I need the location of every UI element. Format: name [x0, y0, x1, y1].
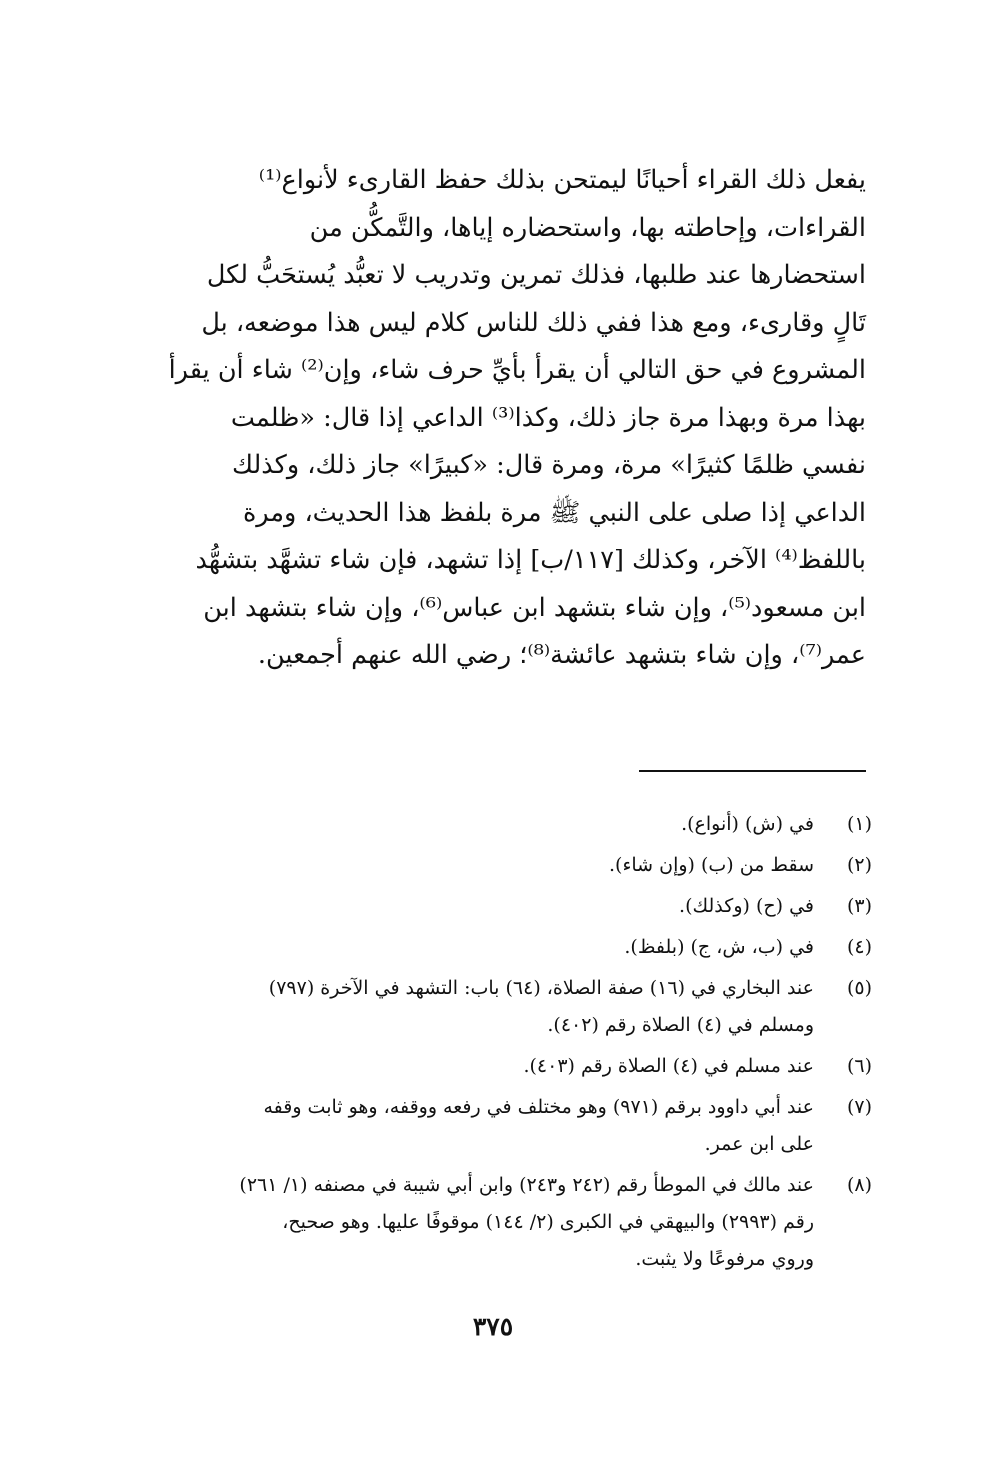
footnote-line: سقط من (ب) (وإن شاء). [609, 854, 814, 876]
footnote-item [118, 1048, 872, 1085]
main-text-line: يفعل ذلك القراء أحيانًا ليمتحن بذلك حفظ القارىء لأنواع⁽¹⁾ [258, 165, 866, 195]
main-text-line: الداعي إذا صلى على النبي ﷺ مرة بلفظ هذا الحديث، ومرة [242, 497, 866, 528]
main-text-line: القراءات، وإحاطته بها، واستحضاره إياها، والتَّمكُّن من [309, 212, 866, 243]
footnote-number: (٢) [846, 854, 872, 876]
footnote-text [118, 929, 814, 966]
footnote-number: (٤) [846, 936, 872, 958]
footnote-separator-rule [639, 770, 866, 772]
footnote-item [118, 888, 872, 925]
footnote-number: (٨) [846, 1174, 872, 1196]
footnote-number: (١) [846, 813, 872, 835]
footnote-text [118, 806, 814, 843]
footnote-item [118, 1089, 872, 1163]
footnote-text [118, 1167, 814, 1278]
footnote-line: ومسلم في (٤) الصلاة رقم (٤٠٢). [547, 1014, 814, 1036]
main-text-line: عمر⁽⁷⁾، وإن شاء بتشهد عائشة⁽⁸⁾؛ رضي الله عنهم أجمعين. [257, 640, 866, 670]
footnote-text [118, 888, 814, 925]
footnote-number: (٥) [846, 977, 872, 999]
footnote-text [118, 970, 814, 1044]
footnote-line: عند مسلم في (٤) الصلاة رقم (٤٠٣). [523, 1055, 814, 1077]
footnote-item [118, 847, 872, 884]
footnote-line: في (ش) (أنواع). [681, 813, 814, 835]
main-text-line: بهذا مرة وبهذا مرة جاز ذلك، وكذا⁽³⁾ الداعي إذا قال: «ظلمت [230, 402, 866, 433]
footnote-line: عند أبي داوود برقم (٩٧١) وهو مختلف في رفعه ووقفه، وهو ثابت وقفه [263, 1096, 814, 1118]
footnote-number: (٦) [846, 1055, 872, 1077]
main-text-line: نفسي ظلمًا كثيرًا» مرة، ومرة قال: «كبيرًا» جاز ذلك، وكذلك [232, 450, 866, 480]
footnotes-list [118, 806, 872, 1282]
main-text-line: استحضارها عند طلبها، فذلك تمرين وتدريب لا تعبُّد يُستحَبُّ لكل [206, 260, 866, 290]
footnote-text [118, 847, 814, 884]
main-text-line: تَالٍ وقارىء، ومع هذا ففي ذلك للناس كلام ليس هذا موضعه، بل [201, 307, 866, 338]
footnote-line: رقم (٢٩٩٣) والبيهقي في الكبرى (٢/ ١٤٤) موقوفًا عليها. وهو صحيح، [282, 1211, 814, 1233]
main-text-line: باللفظ⁽⁴⁾ الآخر، وكذلك [١١٧/ب] إذا تشهد، فإن شاء تشهَّد بتشهُّد [195, 545, 866, 575]
footnote-number: (٧) [846, 1096, 872, 1118]
footnote-item [118, 1167, 872, 1278]
page-number: ٣٧٥ [472, 1312, 514, 1341]
footnote-item [118, 929, 872, 966]
footnote-line: في (ب، ش، ج) (بلفظ). [624, 936, 814, 958]
main-text-block [118, 157, 866, 680]
footnote-line: عند البخاري في (١٦) صفة الصلاة، (٦٤) باب: التشهد في الآخرة (٧٩٧) [268, 977, 814, 999]
footnote-text [118, 1048, 814, 1085]
footnote-item [118, 806, 872, 843]
footnote-number: (٣) [846, 895, 872, 917]
footnote-line: على ابن عمر. [704, 1133, 814, 1155]
main-text-line: المشروع في حق التالي أن يقرأ بأيِّ حرف شاء، وإن⁽²⁾ شاء أن يقرأ [168, 355, 866, 385]
main-text-line: ابن مسعود⁽⁵⁾، وإن شاء بتشهد ابن عباس⁽⁶⁾، وإن شاء بتشهد ابن [203, 592, 866, 623]
footnote-line: عند مالك في الموطأ رقم (٢٤٢ و٢٤٣) وابن أبي شيبة في مصنفه (١/ ٢٦١) [239, 1174, 814, 1196]
footnote-line: في (ح) (وكذلك). [679, 895, 814, 917]
footnote-line: وروي مرفوعًا ولا يثبت. [635, 1248, 814, 1270]
footnote-item [118, 970, 872, 1044]
footnote-text [118, 1089, 814, 1163]
